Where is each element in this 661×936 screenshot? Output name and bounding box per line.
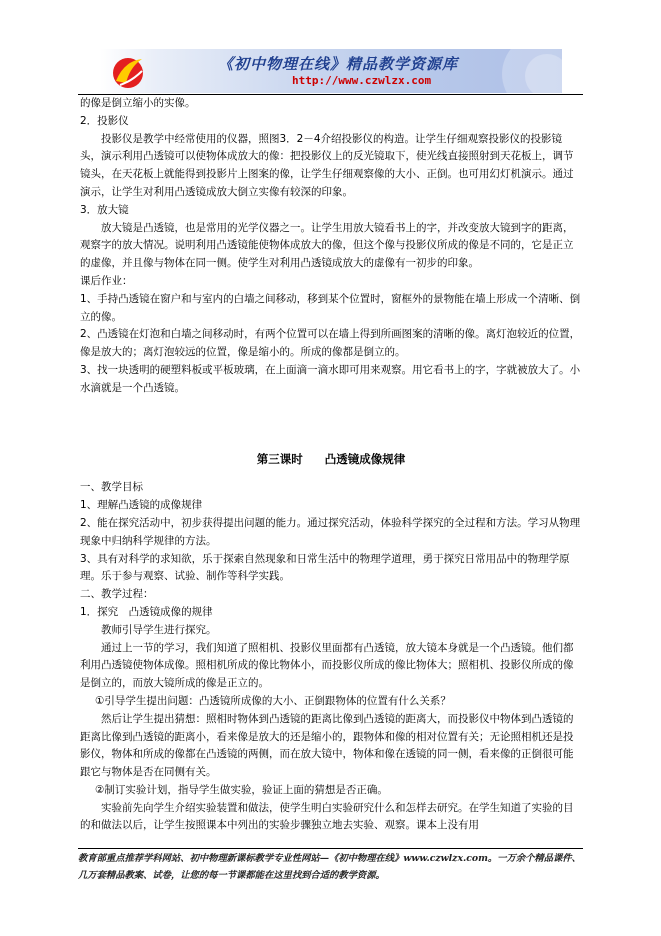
paragraph: 投影仪是教学中经常使用的仪器，照图3．2－4介绍投影仪的构造。让学生仔细观察投影仪的投影镜头，演示利用凸透镜可以使物体成放大的像：把投影仪上的反光镜取下，使光线直接照射到天花板上，调节镜头，在天花板上就能得到投影片上图案的像，让学生仔细观察像的大小、正倒。也可用幻灯机演示。通过演示，让学生对利用凸透镜成放大倒立实像有较深的印象。 xyxy=(80,132,574,198)
footer-note: 教育部重点推荐学科网站、初中物理新课标教学专业性网站—《初中物理在线》www.czwlzx.com。一万余个精品课件、几万套精品教案、试卷，让您的每一节课都能在这里找到合适的教学资源。 xyxy=(78,853,581,881)
list-item: 3、具有对科学的求知欲，乐于探索自然现象和日常生活中的物理学道理，勇于探究日常用品中的物理学原理。乐于参与观察、试验、制作等科学实践。 xyxy=(80,552,570,583)
section-gap xyxy=(80,398,582,451)
banner-title: 《初中物理在线》精品教学资源库 xyxy=(218,55,459,73)
list-item: 1、手持凸透镜在窗户和与室内的白墙之间移动，移到某个位置时，窗框外的景物能在墙上形成一个清晰、倒立的像。 xyxy=(80,292,581,323)
paragraph: 的像是倒立缩小的实像。 xyxy=(80,97,196,109)
site-logo-icon xyxy=(102,51,154,91)
paragraph: ②制订实验计划，指导学生做实验，验证上面的猜想是否正确。 xyxy=(95,783,388,796)
subheading: 课后作业： xyxy=(80,274,133,287)
banner-url[interactable]: http://www.czwlzx.com xyxy=(292,74,432,87)
section-heading xyxy=(80,451,582,469)
subheading: 2．投影仪 xyxy=(80,114,129,127)
paragraph: 然后让学生提出猜想：照相时物体到凸透镜的距离比像到凸透镜的距离大，而投影仪中物体到凸透镜的距离比像到凸透镜的距离小，看来像是放大的还是缩小的，跟物体和像的相对位置有关；无论照相机还是投影仪，物体和所成的像都在凸透镜的两侧，而在放大镜中，物体和像在透镜的同一侧，看来像的正倒很可能跟它与物体是否在同侧有关。 xyxy=(80,712,574,779)
paragraph: 放大镜是凸透镜，也是常用的光学仪器之一。让学生用放大镜看书上的字，并改变放大镜到字的距离，观察字的放大情况。说明利用凸透镜能使物体成放大的像，但这个像与投影仪所成的像是不同的，它是正立的虚像，并且像与物体在同一侧。使学生对利用凸透镜成放大的虚像有一初步的印象。 xyxy=(80,221,574,270)
header-banner xyxy=(100,49,562,93)
lesson-title: 凸透镜成像规律 xyxy=(324,451,406,466)
paragraph: 实验前先向学生介绍实验装置和做法，使学生明白实验研究什么和怎样去研究。在学生知道了实验的目的和做法以后，让学生按照课本中列出的实验步骤独立地去实验、观察。课本上没有用 xyxy=(80,801,574,832)
list-item: 1、理解凸透镜的成像规律 xyxy=(80,499,203,512)
subheading: 一、教学目标 xyxy=(80,481,143,494)
subheading: 二、教学过程： xyxy=(80,588,154,601)
footer-divider xyxy=(78,848,583,849)
paragraph: 通过上一节的学习，我们知道了照相机、投影仪里面都有凸透镜，放大镜本身就是一个凸透镜。他们都利用凸透镜使物体成像。照相机所成的像比物体小，而投影仪所成的像比物体大；照相机、投影仪所成的像是倒立的，而放大镜所成的像是正立的。 xyxy=(80,641,574,690)
list-item: 3、找一块透明的硬塑料板或平板玻璃，在上面滴一滴水即可用来观察。用它看书上的字，字就被放大了。小水滴就是一个凸透镜。 xyxy=(80,363,581,394)
lesson-label: 第三课时 xyxy=(256,451,303,466)
subheading: 3．放大镜 xyxy=(80,203,129,216)
paragraph: ①引导学生提出问题：凸透镜所成像的大小、正倒跟物体的位置有什么关系？ xyxy=(95,694,451,707)
decorative-rays-icon xyxy=(452,49,562,93)
list-item: 2、凸透镜在灯泡和白墙之间移动时，有两个位置可以在墙上得到所画图案的清晰的像。离灯泡较近的位置，像是放大的；离灯泡较远的位置，像是缩小的。所成的像都是倒立的。 xyxy=(80,328,581,359)
subheading: 1．探究 凸透镜成像的规律 xyxy=(80,605,213,618)
document-body xyxy=(80,95,582,835)
list-item: 2、能在探究活动中，初步获得提出问题的能力。通过探究活动，体验科学探究的全过程和方法。学习从物理现象中归纳科学规律的方法。 xyxy=(80,516,581,547)
paragraph: 教师引导学生进行探究。 xyxy=(101,623,217,636)
